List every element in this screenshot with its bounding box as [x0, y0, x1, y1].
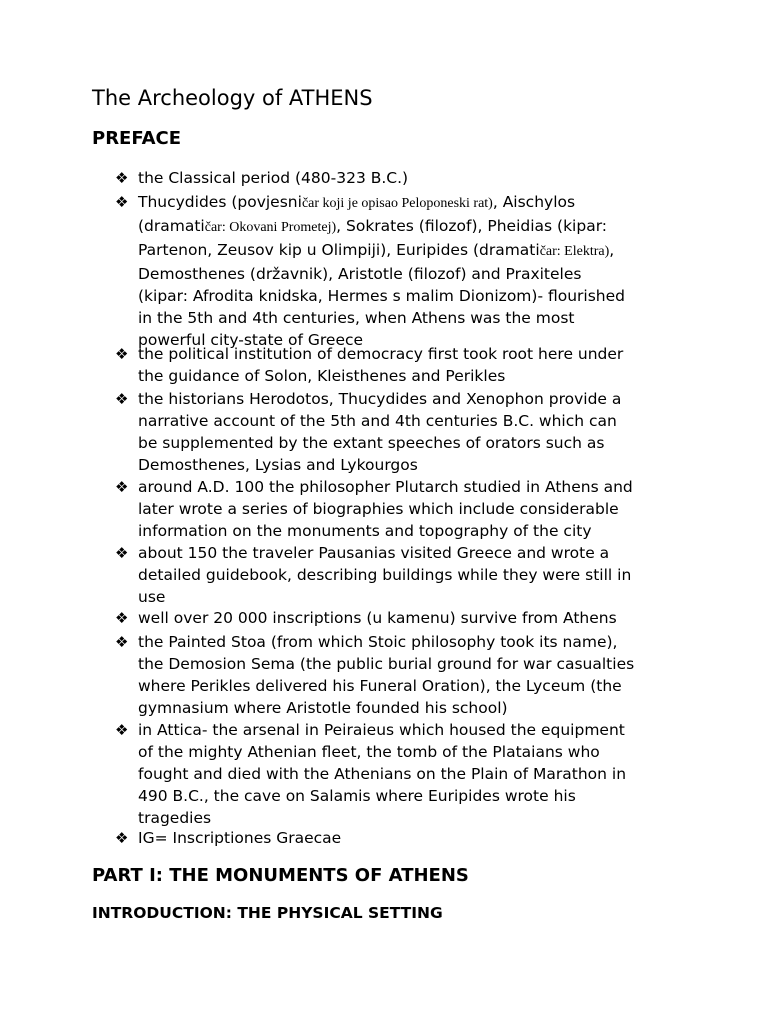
document-title: The Archeology of ATHENS: [92, 86, 373, 110]
item-line: [138, 586, 698, 608]
item-text: where Perikles delivered his Funeral Oration), the Lyceum (the: [138, 677, 622, 695]
diamond-bullet-icon: ❖: [115, 390, 129, 408]
item-text: (kipar: Afrodita knidska, Hermes s malim Dionizom)- flourished: [138, 287, 625, 305]
item-line: [138, 675, 698, 697]
bullet-item-classical-period: [115, 167, 698, 189]
item-text: the Demosion Sema (the public burial ground for war casualties: [138, 655, 635, 673]
item-text: in Attica- the arsenal in Peiraieus which housed the equipment: [138, 721, 625, 739]
item-text: gymnasium where Aristotle founded his school): [138, 699, 508, 717]
diamond-bullet-icon: ❖: [115, 478, 129, 496]
item-text: be supplemented by the extant speeches of orators such as: [138, 434, 605, 452]
diamond-bullet-icon: ❖: [115, 609, 129, 627]
item-line: [138, 827, 698, 849]
item-line: [138, 653, 698, 675]
item-line: [138, 343, 698, 365]
diamond-bullet-icon: ❖: [115, 345, 129, 363]
item-line: [138, 785, 698, 807]
bullet-item-painted-stoa: [115, 631, 698, 719]
item-text: in the 5th and 4th centuries, when Athens was the most: [138, 309, 575, 327]
item-text: IG= Inscriptiones Graecae: [138, 829, 342, 847]
item-text: , Aischylos: [492, 193, 576, 211]
intro-heading: INTRODUCTION: THE PHYSICAL SETTING: [92, 904, 443, 922]
item-line: [138, 239, 698, 263]
item-line: [138, 719, 698, 741]
bullet-item-historians: [115, 388, 698, 476]
item-text: tragedies: [138, 809, 212, 827]
item-text: Thucydides (povjesni: [138, 193, 302, 211]
item-line: [138, 631, 698, 653]
diamond-bullet-icon: ❖: [115, 193, 129, 211]
item-line: [138, 285, 698, 307]
diamond-bullet-icon: ❖: [115, 633, 129, 651]
item-text: ,: [609, 241, 615, 259]
serif-annotation: čar koji je opisao Peloponeski rat): [301, 196, 493, 211]
bullet-item-democracy: [115, 343, 698, 387]
item-line: [138, 741, 698, 763]
item-line: [138, 191, 698, 215]
bullet-item-pausanias: [115, 542, 698, 608]
item-text: powerful city-state of Greece: [138, 331, 364, 349]
item-text: Demosthenes, Lysias and Lykourgos: [138, 456, 418, 474]
item-text: detailed guidebook, describing buildings while they were still in: [138, 566, 632, 584]
item-text: information on the monuments and topography of the city: [138, 522, 592, 540]
item-line: [138, 697, 698, 719]
bullet-item-ig: [115, 827, 698, 849]
item-text: the guidance of Solon, Kleisthenes and Perikles: [138, 367, 506, 385]
diamond-bullet-icon: ❖: [115, 721, 129, 739]
serif-annotation: čar: Elektra): [539, 244, 610, 259]
item-line: [138, 763, 698, 785]
item-line: [138, 476, 698, 498]
item-line: [138, 410, 698, 432]
item-text: Demosthenes (državnik), Aristotle (filozof) and Praxiteles: [138, 265, 582, 283]
diamond-bullet-icon: ❖: [115, 829, 129, 847]
item-text: about 150 the traveler Pausanias visited Greece and wrote a: [138, 544, 610, 562]
item-text: (dramati: [138, 217, 205, 235]
bullet-item-attica: [115, 719, 698, 829]
item-text: , Sokrates (filozof), Pheidias (kipar:: [336, 217, 608, 235]
item-text: well over 20 000 inscriptions (u kamenu) survive from Athens: [138, 609, 617, 627]
item-line: [138, 498, 698, 520]
item-text: later wrote a series of biographies which include considerable: [138, 500, 619, 518]
diamond-bullet-icon: ❖: [115, 169, 129, 187]
diamond-bullet-icon: ❖: [115, 544, 129, 562]
item-text: the Classical period (480-323 B.C.): [138, 169, 409, 187]
bullet-item-plutarch: [115, 476, 698, 542]
part-heading: PART I: THE MONUMENTS OF ATHENS: [92, 865, 469, 886]
item-line: [138, 167, 698, 189]
item-line: [138, 542, 698, 564]
item-text: of the mighty Athenian fleet, the tomb of the Plataians who: [138, 743, 600, 761]
item-line: [138, 307, 698, 329]
bullet-item-inscriptions: [115, 607, 698, 629]
item-text: Partenon, Zeusov kip u Olimpiji), Euripides (dramati: [138, 241, 540, 259]
item-line: [138, 520, 698, 542]
item-text: use: [138, 588, 166, 606]
item-text: around A.D. 100 the philosopher Plutarch studied in Athens and: [138, 478, 633, 496]
item-text: the Painted Stoa (from which Stoic philosophy took its name),: [138, 633, 618, 651]
item-line: [138, 365, 698, 387]
bullet-item-notable-figures: [115, 191, 698, 351]
item-line: [138, 564, 698, 586]
item-text: the political institution of democracy first took root here under: [138, 345, 624, 363]
item-text: fought and died with the Athenians on the Plain of Marathon in: [138, 765, 627, 783]
item-line: [138, 454, 698, 476]
item-line: [138, 263, 698, 285]
item-line: [138, 388, 698, 410]
serif-annotation: čar: Okovani Prometej): [204, 220, 337, 235]
preface-heading: PREFACE: [92, 128, 182, 149]
item-line: [138, 807, 698, 829]
item-line: [138, 607, 698, 629]
item-text: 490 B.C., the cave on Salamis where Euripides wrote his: [138, 787, 576, 805]
item-line: [138, 432, 698, 454]
item-line: [138, 215, 698, 239]
item-text: the historians Herodotos, Thucydides and Xenophon provide a: [138, 390, 622, 408]
item-text: narrative account of the 5th and 4th centuries B.C. which can: [138, 412, 617, 430]
